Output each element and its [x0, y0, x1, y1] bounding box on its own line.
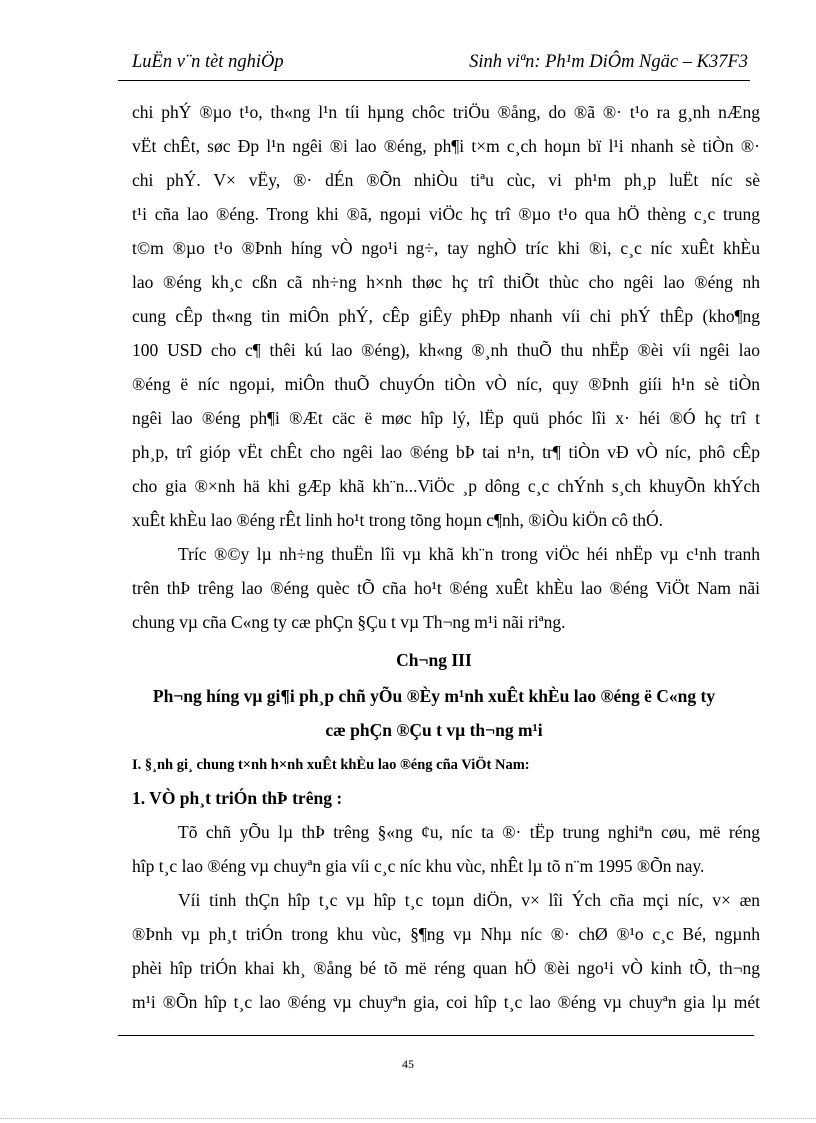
body-line: Tõ chñ yÕu lµ thÞ trêng §«ng ¢u, níc ta ®· tËp trung nghiªn cøu, më réng: [178, 822, 760, 842]
body-line: hîp t¸c lao ®éng vµ chuyªn gia víi c¸c níc khu vùc, nhÊt lµ tõ n¨m 1995 ®Õn nay.: [132, 856, 705, 876]
body-line: chi phÝ ®µo t¹o, th«ng l¹n tíi hµng chôc triÖu ®ång, do ®ã ®· t¹o ra g¸nh nÆng: [132, 102, 760, 122]
page-header: [118, 50, 750, 80]
footer-rule: [118, 1035, 754, 1036]
header-thesis-label: LuËn v¨n tèt nghiÖp: [132, 52, 284, 72]
body-line: phèi hîp triÓn khai kh¸ ®ång bé tõ më réng quan hÖ ®èi ngo¹i vÒ kinh tÕ, th¬ng: [132, 958, 760, 978]
page-number: 45: [402, 1057, 414, 1071]
body-line: chung vµ cña C«ng ty cæ phÇn §Çu t vµ Th¬ng m¹i nãi riªng.: [132, 612, 566, 632]
subsection-heading: 1. VÒ ph¸t triÓn thÞ trêng :: [132, 788, 343, 808]
chapter-title-line: Ph¬ng híng vµ gi¶i ph¸p chñ yÕu ®Èy m¹nh xuÊt khÈu lao ®éng ë C«ng ty: [152, 686, 716, 706]
chapter-title-line: cæ phÇn ®Çu t vµ th¬ng m¹i: [325, 720, 543, 740]
body-line: cho gia ®×nh hä khi gÆp khã kh¨n...ViÖc ¸p dông c¸c chÝnh s¸ch khuyÕn khÝch: [132, 476, 760, 496]
body-line: lao ®éng kh¸c cßn cã nh÷ng h×nh thøc hç trî thiÕt thùc cho ngêi lao ®éng nh: [132, 272, 760, 292]
page-bottom-border: [0, 1118, 816, 1119]
body-line: 100 USD cho c¶ thêi kú lao ®éng), kh«ng ®¸nh thuÕ thu nhËp ®èi víi ngêi lao: [132, 340, 760, 360]
body-line: cung cÊp th«ng tin miÔn phÝ, cÊp giÊy phÐp nhanh víi chi phÝ thÊp (kho¶ng: [132, 306, 760, 326]
body-line: ®éng ë níc ngoµi, miÔn thuÕ chuyÓn tiÒn vÒ níc, quy ®Þnh giíi h¹n sè tiÒn: [132, 374, 760, 394]
header-student-label: Sinh viªn: Ph¹m DiÔm Ngäc – K37F3: [469, 52, 748, 72]
body-line: Víi tinh thÇn hîp t¸c vµ hîp t¸c toµn diÖn, v× lîi Ých cña mçi níc, v× æn: [178, 890, 760, 910]
body-line: chi phÝ. V× vËy, ®· dÉn ®Õn nhiÒu tiªu cùc, vi ph¹m ph¸p luËt níc sè: [132, 170, 760, 190]
body-line: ®Þnh vµ ph¸t triÓn trong khu vùc, §¶ng vµ Nhµ níc ®· chØ ®¹o c¸c Bé, ngµnh: [132, 924, 760, 944]
body-line: vËt chÊt, søc Ðp l¹n ngêi ®i lao ®éng, ph¶i t×m c¸ch hoµn bï l¹i nhanh sè tiÒn ®·: [132, 136, 760, 156]
body-line: ngêi lao ®éng ph¶i ®Æt cäc ë møc hîp lý, lËp quü phóc lîi x· héi ®Ó hç trî t: [132, 408, 760, 428]
body-line: t©m ®µo t¹o ®Þnh híng vÒ ngo¹i ng÷, tay nghÒ tríc khi ®i, c¸c níc xuÊt khÈu: [132, 238, 760, 258]
body-line: ph¸p, trî gióp vËt chÊt cho ngêi lao ®éng bÞ tai n¹n, tr¶ tiÒn vÐ vÒ níc, phô cÊp: [132, 442, 760, 462]
body-line: xuÊt khÈu lao ®éng rÊt linh ho¹t trong tõng hoµn c¶nh, ®iÒu kiÖn cô thÓ.: [132, 510, 664, 530]
body-line: t¹i cña lao ®éng. Trong khi ®ã, ngoµi viÖc hç trî ®µo t¹o qua hÖ thèng c¸c trung: [132, 204, 760, 224]
body-line: Tríc ®©y lµ nh÷ng thuËn lîi vµ khã kh¨n trong viÖc héi nhËp vµ c¹nh tranh: [178, 544, 760, 564]
section-heading: I. §¸nh gi¸ chung t×nh h×nh xuÊt khÈu lao ®éng cña ViÖt Nam:: [132, 757, 530, 773]
body-line: trên thÞ trêng lao ®éng quèc tÕ cña ho¹t ®éng xuÊt khÈu lao ®éng ViÖt Nam nãi: [132, 578, 760, 598]
chapter-heading: Ch¬ng III: [396, 650, 472, 670]
header-rule: [118, 80, 750, 81]
body-line: m¹i ®Õn hîp t¸c lao ®éng vµ chuyªn gia, coi hîp t¸c lao ®éng vµ chuyªn gia lµ mét: [132, 992, 760, 1012]
